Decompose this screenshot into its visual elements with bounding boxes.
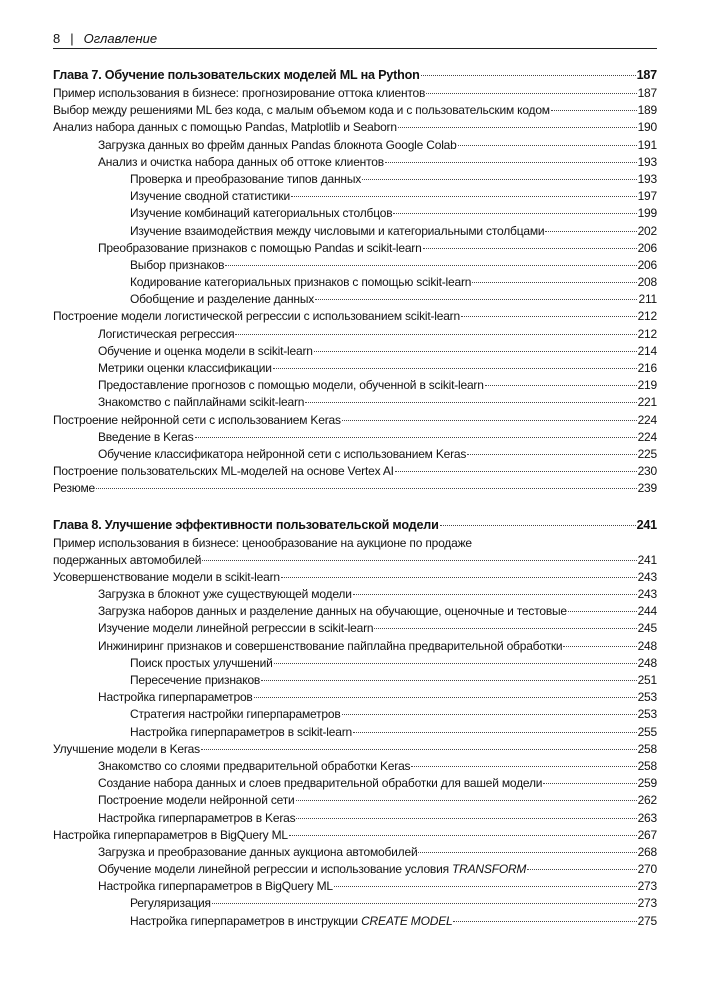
chapter-7-entries [53,85,657,498]
toc-entry-page: 214 [637,343,657,358]
leader-dots [315,299,637,300]
toc-entry-label: Загрузка и преобразование данных аукциона автомобилей [98,844,418,859]
leader-dots [342,714,637,715]
toc-entry[interactable] [53,429,657,446]
toc-entry-page: 202 [637,223,657,238]
leader-dots [195,437,637,438]
toc-entry[interactable] [53,102,657,119]
toc-entry-page: 258 [637,741,657,756]
toc-entry-page: 206 [637,257,657,272]
toc-entry[interactable] [53,706,657,723]
toc-entry-page: 216 [637,361,657,375]
toc-entry[interactable] [53,480,657,497]
toc-entry-label: Построение модели логистической регрессии с использованием scikit-learn [53,309,460,324]
toc-entry[interactable] [53,913,657,930]
toc-entry-page: 211 [638,292,657,307]
leader-dots [453,921,636,922]
toc-entry-label: Преобразование признаков с помощью Pandas и scikit-learn [98,240,422,255]
toc-entry-page: 273 [637,896,657,911]
toc-entry-label: Знакомство с пайплайнами scikit-learn [98,395,305,410]
leader-dots [254,697,637,698]
toc-entry-page: 248 [637,638,657,653]
toc-entry-page: 212 [637,326,657,341]
toc-entry[interactable] [53,137,657,154]
toc-entry-label: Изучение взаимодействия между числовыми и категориальными столбцами [130,223,545,238]
leader-dots [235,334,636,335]
toc-entry-page: 253 [637,690,657,705]
leader-dots [458,145,637,146]
toc-entry-label: Настройка гиперпараметров в BigQuery ML [53,827,288,842]
toc-entry-page: 187 [637,86,657,100]
toc-entry-page: 244 [637,604,657,619]
leader-dots [296,818,636,819]
toc-entry-label: Поиск простых улучшений [130,655,273,670]
toc-entry-page: 224 [637,429,657,444]
toc-entry[interactable] [53,810,657,827]
toc-entry-label: Обучение модели линейной регрессии и использование условия TRANSFORM [98,862,527,877]
leader-dots [411,766,636,767]
toc-entry-label: Настройка гиперпараметров [98,690,253,705]
toc-entry-label: Резюме [53,481,95,496]
toc-entry-label: Улучшение модели в Keras [53,741,200,756]
toc-entry-page: 212 [637,309,657,324]
toc-entry-label: Анализ набора данных с помощью Pandas, Matplotlib и Seaborn [53,120,397,135]
toc-entry-page: 224 [637,412,657,427]
table-of-contents [53,66,657,930]
toc-entry-page: 219 [637,378,657,393]
toc-entry-label: Обобщение и разделение данных [130,292,315,307]
toc-entry-page: 221 [637,395,657,410]
leader-dots [296,800,637,801]
toc-entry[interactable] [53,326,657,343]
chapter-gap [53,498,657,516]
toc-entry-page: 191 [637,137,657,152]
toc-entry-page: 245 [637,621,657,636]
toc-entry-label: Создание набора данных и слоев предварительной обработки для вашей модели [98,776,543,791]
chapter-8-heading[interactable]: Глава 8. Улучшение эффективности пользовательской модели 241 [53,517,657,532]
toc-entry[interactable] [53,205,657,222]
toc-entry[interactable] [53,463,657,480]
leader-dots [314,351,637,352]
toc-entry-page: 190 [637,120,657,135]
toc-entry-label: Обучение классификатора нейронной сети с использованием Keras [98,446,467,461]
toc-entry[interactable] [53,569,657,586]
leader-dots [212,903,637,904]
leader-dots [291,196,637,197]
toc-entry[interactable] [53,412,657,429]
toc-entry[interactable] [53,377,657,394]
leader-dots [305,402,636,403]
leader-dots [342,420,637,421]
toc-entry-page: 197 [637,189,657,204]
toc-entry[interactable] [53,274,657,291]
leader-dots [421,75,636,76]
toc-entry-label: Настройка гиперпараметров в scikit-learn [130,724,352,739]
toc-entry-label: Обучение и оценка модели в scikit-learn [98,343,313,358]
toc-entry-page: 208 [637,275,657,290]
toc-entry[interactable] [53,758,657,775]
toc-entry-wrapped-line[interactable]: Пример использования в бизнесе: ценообразование на аукционе по продаже [53,535,472,550]
toc-entry-label: Логистическая регрессия [98,326,235,341]
toc-entry-page: 268 [637,844,657,859]
toc-entry-page: 193 [637,171,657,186]
toc-entry-label: Загрузка в блокнот уже существующей модели [98,587,352,602]
header-title: Оглавление [83,30,158,46]
leader-dots [551,110,637,111]
toc-entry-label: Проверка и преобразование типов данных [130,171,362,186]
toc-entry-label: Загрузка данных во фрейм данных Pandas блокнота Google Colab [98,137,457,152]
toc-entry[interactable] [53,360,657,377]
toc-entry-page: 199 [637,206,657,221]
toc-entry[interactable] [53,240,657,257]
toc-entry[interactable] [53,223,657,240]
toc-entry-page: 253 [637,707,657,722]
toc-entry-page: 270 [637,862,657,877]
toc-entry-page: 243 [637,587,657,602]
toc-entry-page: 230 [637,464,657,479]
leader-dots [527,869,636,870]
toc-entry[interactable] [53,257,657,274]
header-separator: | [70,30,74,46]
toc-entry[interactable] [53,343,657,360]
toc-entry-label: Усовершенствование модели в scikit-learn [53,569,280,584]
toc-entry-page: 251 [637,673,657,687]
toc-entry-label: Настройка гиперпараметров в инструкции CREATE MODEL [130,913,453,928]
leader-dots [362,179,637,180]
toc-entry[interactable] [53,446,657,463]
toc-entry-label: Пример использования в бизнесе: прогнозирование оттока клиентов [53,86,426,100]
toc-entry[interactable] [53,586,657,603]
toc-entry[interactable] [53,291,657,308]
leader-dots [201,749,637,750]
toc-entry[interactable]: подержанных автомобилей 241 [53,552,657,567]
toc-entry-label: Стратегия настройки гиперпараметров [130,707,341,722]
leader-dots [423,248,637,249]
toc-entry-page: 262 [637,793,657,808]
leader-dots [418,852,636,853]
leader-dots [273,368,637,369]
leader-dots [543,783,636,784]
toc-entry-page: 243 [637,569,657,584]
toc-entry-label: Построение модели нейронной сети [98,793,295,808]
leader-dots [261,680,636,681]
toc-entry-label: Регуляризация [130,896,211,911]
toc-entry[interactable] [53,119,657,136]
leader-dots [398,127,637,128]
toc-entry-label: Кодирование категориальных признаков с помощью scikit-learn [130,275,472,290]
toc-entry[interactable] [53,603,657,620]
chapter-8-entries [53,569,657,930]
toc-entry[interactable] [53,85,657,102]
leader-dots [426,93,636,94]
toc-entry-label: Построение пользовательских ML-моделей на основе Vertex AI [53,464,394,479]
toc-entry-label: Анализ и очистка набора данных об оттоке клиентов [98,154,384,169]
toc-entry[interactable] [53,672,657,689]
toc-entry-label: Загрузка наборов данных и разделение данных на обучающие, оценочные и тестовые [98,604,567,619]
toc-entry[interactable] [53,154,657,171]
leader-dots [274,663,637,664]
toc-entry-label: Изучение модели линейной регрессии в scikit-learn [98,621,374,636]
toc-entry[interactable] [53,844,657,861]
toc-entry-label: Настройка гиперпараметров в Keras [98,810,296,825]
toc-entry[interactable] [53,171,657,188]
toc-entry[interactable] [53,188,657,205]
toc-entry-page: 189 [637,103,657,118]
toc-entry[interactable] [53,775,657,792]
toc-entry-label: Выбор признаков [130,257,225,272]
leader-dots [334,886,637,887]
toc-entry-page: 206 [637,240,657,255]
toc-entry-label: Построение нейронной сети с использованием Keras [53,412,341,427]
toc-entry-page: 255 [637,724,657,739]
leader-dots [202,560,636,561]
chapter-7-heading[interactable]: Глава 7. Обучение пользовательских моделей ML на Python 187 [53,68,657,82]
toc-entry-label: Знакомство со слоями предварительной обработки Keras [98,758,411,773]
toc-entry[interactable] [53,638,657,655]
toc-entry-page: 267 [637,827,657,842]
toc-entry-label: Изучение комбинаций категориальных столбцов [130,206,393,221]
leader-dots [472,282,636,283]
toc-entry-label: Выбор между решениями ML без кода, с малым объемом кода и с пользовательским кодом [53,103,550,118]
toc-entry[interactable] [53,861,657,878]
leader-dots [374,628,636,629]
leader-dots [568,611,637,612]
leader-dots [545,231,636,232]
leader-dots [225,265,636,266]
toc-entry-label: Инжиниринг признаков и совершенствование пайплайна предварительной обработки [98,638,563,653]
toc-entry-label: Предоставление прогнозов с помощью модели, обученной в scikit-learn [98,378,484,393]
leader-dots [353,732,637,733]
running-header [53,28,657,49]
toc-entry-page: 275 [637,913,657,928]
toc-entry-label: Пересечение признаков [130,673,261,687]
toc-entry[interactable] [53,655,657,672]
leader-dots [96,488,637,489]
toc-entry[interactable] [53,741,657,758]
toc-entry[interactable] [53,878,657,895]
toc-entry-page: 273 [637,879,657,894]
toc-entry[interactable] [53,895,657,912]
leader-dots [461,316,637,317]
leader-dots [385,162,637,163]
toc-entry-page: 258 [637,758,657,773]
page-number: 8 [53,30,61,46]
leader-dots [353,594,637,595]
leader-dots [393,213,636,214]
toc-entry-page: 193 [637,154,657,169]
leader-dots [395,471,637,472]
toc-entry-page: 263 [637,810,657,825]
toc-entry-page: 225 [637,446,657,461]
toc-entry-page: 239 [637,481,657,496]
leader-dots [467,454,636,455]
leader-dots [289,835,637,836]
toc-entry[interactable] [53,689,657,706]
leader-dots [563,646,636,647]
toc-entry[interactable] [53,620,657,637]
toc-entry-page: 259 [637,776,657,791]
leader-dots [281,577,637,578]
toc-entry[interactable] [53,827,657,844]
toc-entry[interactable] [53,308,657,325]
toc-entry[interactable] [53,792,657,809]
toc-entry-page: 248 [637,655,657,670]
leader-dots [440,525,636,526]
toc-entry[interactable] [53,724,657,741]
toc-entry-label: Настройка гиперпараметров в BigQuery ML [98,879,333,894]
toc-entry-label: Изучение сводной статистики [130,189,290,204]
toc-entry[interactable] [53,394,657,411]
toc-entry-label: Введение в Keras [98,429,194,444]
toc-entry-label: Метрики оценки классификации [98,361,272,375]
leader-dots [485,385,637,386]
